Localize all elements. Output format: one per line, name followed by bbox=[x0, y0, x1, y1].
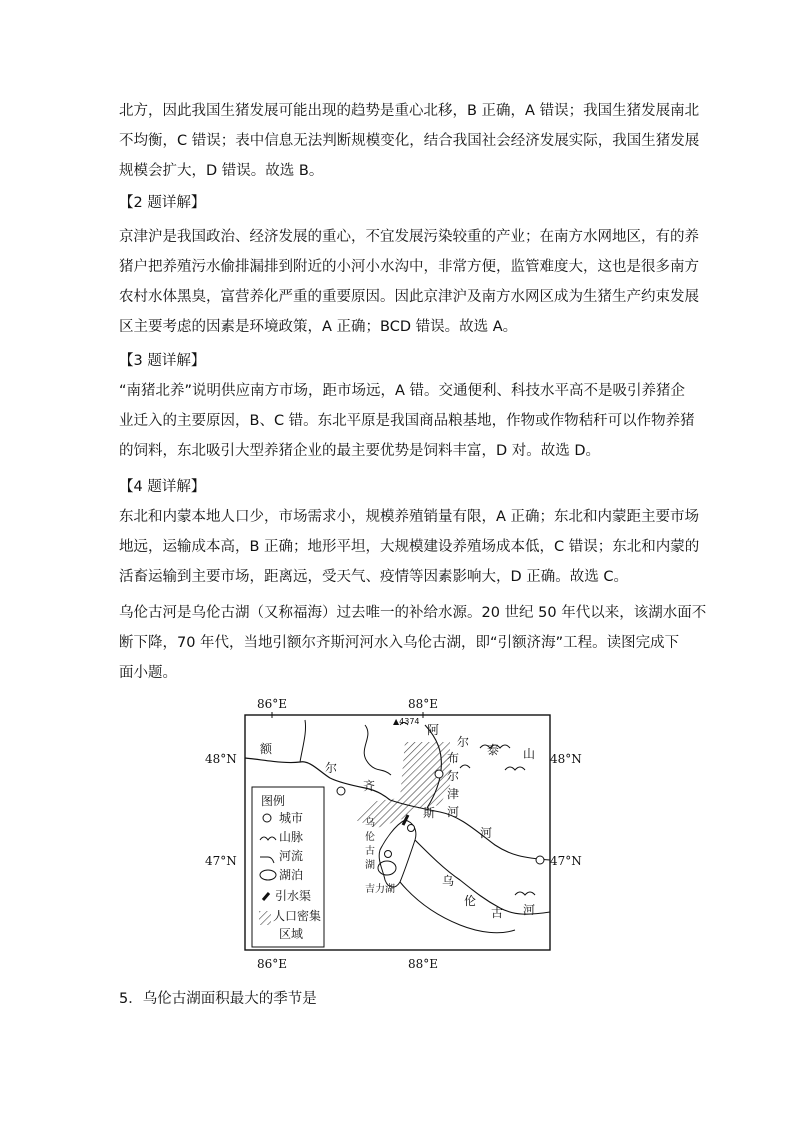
label-irtysh-3: 齐 bbox=[363, 779, 376, 793]
text-line: 区主要考虑的因素是环境政策，A 正确；BCD 错误。故选 A。 bbox=[119, 319, 518, 335]
text-line: 北方，因此我国生猪发展可能出现的趋势是重心北移，B 正确，A 错误；我国生猪发展南北 bbox=[119, 103, 700, 119]
text-line: “南猪北养”说明供应南方市场，距市场远，A 错。交通便利、科技水平高不是吸引养猪企 bbox=[119, 383, 686, 399]
legend-lake: 湖泊 bbox=[279, 868, 304, 882]
label-ulungur-river-1: 乌 bbox=[442, 874, 455, 888]
label-altai-4: 山 bbox=[523, 747, 536, 761]
answer-paragraph-1 bbox=[119, 96, 700, 186]
text-line: 业迁入的主要原因，B、C 错。东北平原是我国商品粮基地，作物或作物秸秆可以作物养猪 bbox=[119, 413, 695, 429]
label-ulungur-river-2: 伦 bbox=[464, 894, 477, 908]
legend-city-icon bbox=[263, 814, 271, 822]
legend-dense-icon bbox=[259, 911, 271, 925]
map-legend bbox=[252, 787, 324, 947]
label-ulungur-lake-3: 古 bbox=[365, 846, 375, 857]
label-altai-2: 尔 bbox=[457, 735, 470, 749]
legend-dense-1: 人口密集 bbox=[273, 909, 322, 923]
legend-lake-icon bbox=[260, 870, 276, 880]
lon-label-86-top: 86°E bbox=[257, 697, 288, 711]
answer-paragraph-2 bbox=[119, 222, 699, 342]
lat-label-48-left: 48°N bbox=[205, 752, 237, 766]
question-5: 5．乌伦古湖面积最大的季节是 bbox=[119, 991, 317, 1007]
answer-paragraph-4 bbox=[119, 502, 700, 592]
label-burqin-4: 河 bbox=[447, 805, 460, 819]
river-north-branch bbox=[364, 725, 391, 775]
label-irtysh-1: 额 bbox=[260, 742, 273, 756]
label-altai-1: 阿 bbox=[427, 723, 440, 737]
jili-lake-outline bbox=[378, 861, 396, 875]
ulungur-lake-map bbox=[205, 690, 590, 980]
city-marker bbox=[536, 856, 544, 864]
text-line: 农村水体黑臭，富营养化严重的重要原因。因此京津沪及南方水网区成为生猪生产约束发展 bbox=[119, 289, 699, 305]
lon-label-86-bottom: 86°E bbox=[257, 957, 288, 971]
label-burqin-3: 津 bbox=[447, 787, 460, 801]
city-marker bbox=[435, 770, 443, 778]
text-line: 东北和内蒙本地人口少，市场需求小，规模养殖销量有限，A 正确；东北和内蒙距主要市场 bbox=[119, 509, 700, 525]
text-line: 的饲料，东北吸引大型养猪企业的最主要优势是饲料丰富，D 对。故选 D。 bbox=[119, 443, 601, 459]
section-heading-3: 【3 题详解】 bbox=[119, 353, 206, 369]
label-ulungur-lake-4: 湖 bbox=[365, 860, 375, 871]
section-heading-2: 【2 题详解】 bbox=[119, 195, 206, 211]
label-burqin-2: 尔 bbox=[447, 769, 460, 783]
label-altai-3: 泰 bbox=[487, 743, 500, 757]
label-irtysh-5: 河 bbox=[480, 826, 493, 840]
passage-paragraph bbox=[119, 598, 707, 688]
mountain-symbol bbox=[505, 767, 525, 770]
legend-river: 河流 bbox=[279, 849, 304, 863]
text-line: 乌伦古河是乌伦古湖（又称福海）过去唯一的补给水源。20 世纪 50 年代以来，该湖水面不 bbox=[119, 605, 707, 621]
text-line: 京津沪是我国政治、经济发展的重心，不宜发展污染较重的产业；在南方水网地区，有的养 bbox=[119, 229, 699, 245]
lon-label-88-bottom: 88°E bbox=[408, 957, 439, 971]
lon-label-88-top: 88°E bbox=[408, 697, 439, 711]
label-jili-lake: 吉力湖 bbox=[365, 884, 395, 895]
legend-mountain: 山脉 bbox=[279, 830, 304, 844]
label-irtysh-2: 尔 bbox=[325, 761, 338, 775]
legend-city: 城市 bbox=[279, 811, 304, 825]
lat-label-47-right: 47°N bbox=[550, 854, 582, 868]
city-marker bbox=[408, 825, 415, 832]
label-ulungur-river-4: 河 bbox=[523, 903, 536, 917]
upper-river-branch bbox=[300, 720, 306, 762]
legend-title: 图例 bbox=[261, 794, 286, 808]
text-line: 规模会扩大，D 错误。故选 B。 bbox=[119, 163, 324, 179]
text-line: 面小题。 bbox=[119, 665, 177, 681]
label-burqin-1: 布 bbox=[447, 751, 460, 765]
city-marker bbox=[385, 851, 392, 858]
lat-label-47-left: 47°N bbox=[205, 854, 237, 868]
text-line: 猪户把养殖污水偷排漏排到附近的小河小水沟中，非常方便，监管难度大，这也是很多南方 bbox=[119, 259, 699, 275]
mountain-symbol bbox=[460, 765, 470, 768]
label-ulungur-river-3: 古 bbox=[491, 906, 504, 920]
label-ulungur-lake-2: 伦 bbox=[365, 832, 375, 843]
peak-label: ▲4374 bbox=[393, 717, 420, 726]
legend-canal: 引水渠 bbox=[275, 889, 312, 903]
label-ulungur-lake-1: 乌 bbox=[365, 818, 375, 829]
mountain-symbol bbox=[515, 892, 535, 895]
label-irtysh-4: 斯 bbox=[423, 806, 436, 820]
answer-paragraph-3 bbox=[119, 376, 695, 466]
text-line: 活畜运输到主要市场，距离远，受天气、疫情等因素影响大，D 正确。故选 C。 bbox=[119, 569, 629, 585]
text-line: 地远，运输成本高，B 正确；地形平坦，大规模建设养殖场成本低，C 错误；东北和内蒙的 bbox=[119, 539, 700, 555]
lat-label-48-right: 48°N bbox=[550, 752, 582, 766]
legend-dense-2: 区域 bbox=[279, 927, 304, 941]
city-marker bbox=[337, 787, 345, 795]
text-line: 断下降，70 年代，当地引额尔齐斯河河水入乌伦古湖，即“引额济海”工程。读图完成下 bbox=[119, 635, 680, 651]
text-line: 不均衡，C 错误；表中信息无法判断规模变化，结合我国社会经济发展实际，我国生猪发展 bbox=[119, 133, 700, 149]
section-heading-4: 【4 题详解】 bbox=[119, 479, 206, 495]
